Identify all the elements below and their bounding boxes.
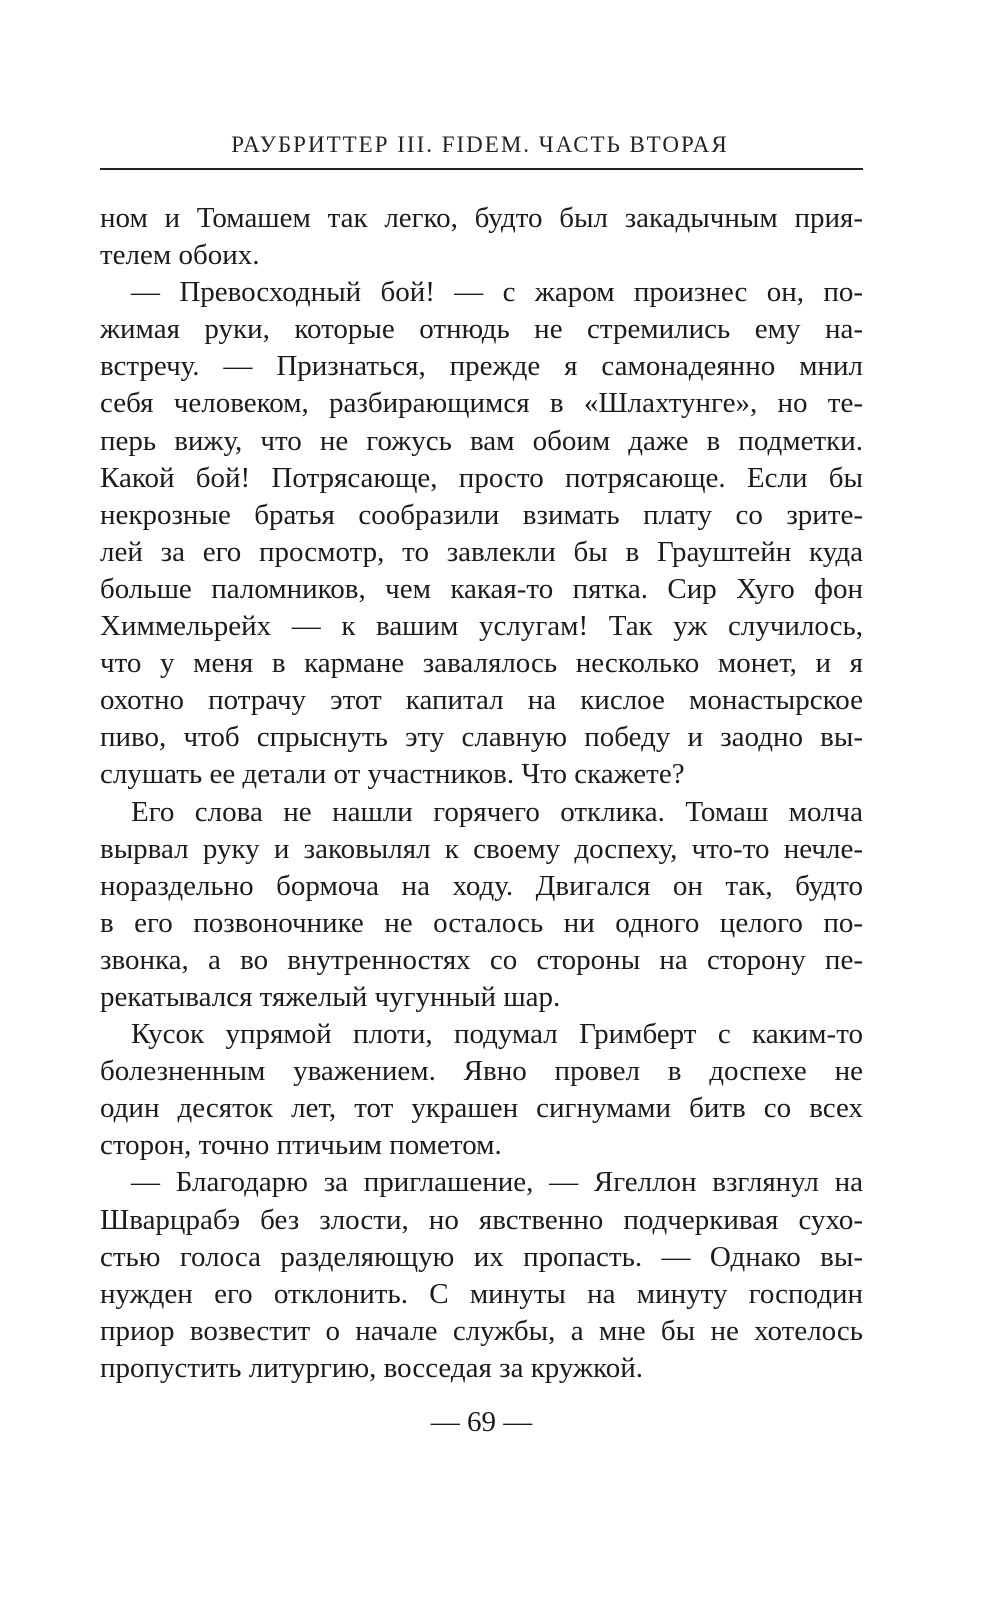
text-line: — Благодарю за приглашение, — Ягеллон взглянул на <box>131 1166 863 1199</box>
text-line: ном и Томашем так легко, будто был закадычным прия- <box>100 202 863 234</box>
text-line: в его позвоночнике не осталось ни одного целого по- <box>100 906 863 939</box>
text-line: звонка, а во внутренностях со стороны на сторону пе- <box>100 943 863 976</box>
text-line: охотно потрачу этот капитал на кислое монастырское <box>100 684 863 717</box>
text-line: вырвал руку и заковылял к своему доспеху, что-то нечле- <box>100 832 863 865</box>
text-line: приор возвестит о начале службы, а мне бы не хотелось <box>100 1314 863 1347</box>
text-line: жимая руки, которые отнюдь не стремились ему на- <box>100 313 863 346</box>
text-line: Шварцрабэ без злости, но явственно подчеркивая сухо- <box>100 1203 863 1236</box>
text-line: Кусок упрямой плоти, подумал Гримберт с каким-то <box>131 1018 863 1051</box>
text-line: что у меня в кармане завалялось несколько монет, и я <box>100 647 863 680</box>
text-line: стью голоса разделяющую их пропасть. — Однако вы- <box>100 1240 863 1273</box>
text-line: лей за его просмотр, то завлекли бы в Грауштейн куда <box>100 535 863 568</box>
text-line: телем обоих. <box>100 239 260 272</box>
text-line: себя человеком, разбирающимся в «Шлахтунге», но те- <box>100 387 863 420</box>
text-line: — Превосходный бой! — с жаром произнес он, по- <box>131 276 863 309</box>
text-line: один десяток лет, тот украшен сигнумами битв со всех <box>100 1092 863 1125</box>
text-line: нужден его отклонить. С минуты на минуту господин <box>100 1277 863 1310</box>
text-line: встречу. — Признаться, прежде я самонадеянно мнил <box>100 350 863 383</box>
text-line: сторон, точно птичьим пометом. <box>100 1129 502 1162</box>
text-line: Какой бой! Потрясающе, просто потрясающе. Если бы <box>100 461 863 494</box>
running-title: РАУБРИТТЕР III. FIDEM. ЧАСТЬ ВТОРАЯ <box>231 132 729 157</box>
page-number: — 69 — <box>430 1406 533 1438</box>
text-line: Химмельрейх — к вашим услугам! Так уж случилось, <box>100 610 863 643</box>
text-line: слушать ее детали от участников. Что скажете? <box>100 758 685 791</box>
header-rule <box>100 168 863 170</box>
text-line: некрозные братья сообразили взимать плату со зрите- <box>100 498 863 531</box>
text-line: пиво, чтоб спрыснуть эту славную победу и заодно вы- <box>100 721 863 754</box>
text-line: рекатывался тяжелый чугунный шар. <box>100 980 561 1013</box>
text-line: перь вижу, что не гожусь вам обоим даже в подметки. <box>100 424 863 457</box>
text-line: больше паломников, чем какая-то пятка. Сир Хуго фон <box>100 572 863 605</box>
text-line: болезненным уважением. Явно провел в доспехе не <box>100 1055 863 1088</box>
text-line: нораздельно бормоча на ходу. Двигался он так, будто <box>100 869 863 902</box>
body-text <box>100 200 863 1387</box>
text-line: Его слова не нашли горячего отклика. Томаш молча <box>131 795 863 828</box>
text-line: пропустить литургию, восседая за кружкой. <box>100 1351 643 1384</box>
